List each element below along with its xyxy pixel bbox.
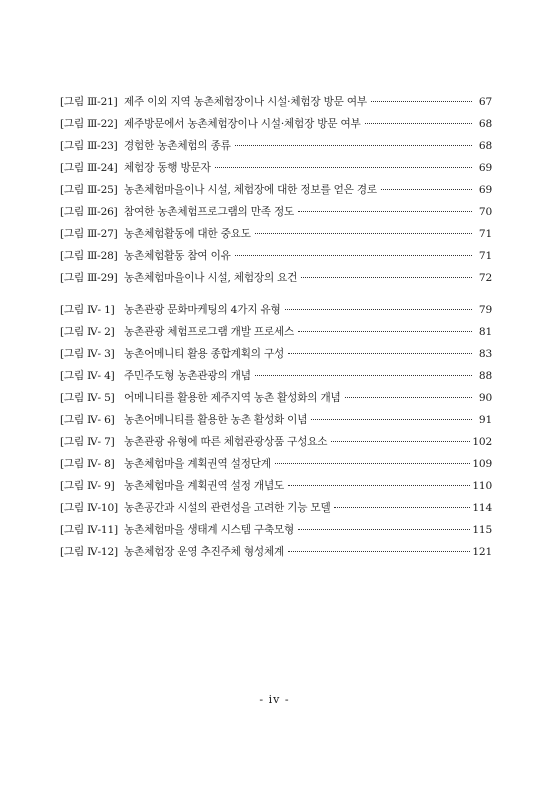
- page-ref: 71: [478, 250, 492, 262]
- page-ref: 83: [478, 348, 492, 360]
- page-ref: 102: [472, 436, 492, 448]
- page-ref: 71: [478, 228, 492, 240]
- toc-entry[interactable]: [60, 135, 492, 157]
- toc-entry[interactable]: [60, 519, 492, 541]
- toc-entry[interactable]: [60, 475, 492, 497]
- figure-group-chapter-4: [60, 299, 492, 563]
- toc-entry[interactable]: [60, 321, 492, 343]
- dot-leader: [381, 188, 472, 190]
- figure-title: 체험장 동행 방문자: [124, 162, 211, 174]
- toc-entry[interactable]: [60, 157, 492, 179]
- toc-entry[interactable]: [60, 453, 492, 475]
- page-ref: 69: [478, 162, 492, 174]
- dot-leader: [255, 232, 472, 234]
- dot-leader: [285, 308, 472, 310]
- toc-entry[interactable]: [60, 299, 492, 321]
- figure-title: 농촌어메니티 활용 종합계획의 구성: [124, 348, 285, 360]
- page-ref: 115: [472, 524, 492, 536]
- figure-label: [그림 Ⅳ- 6]: [60, 414, 115, 426]
- figure-label: [그림 Ⅳ- 4]: [60, 370, 115, 382]
- figure-group-chapter-3: [60, 91, 492, 289]
- figure-title: 농촌관광 체험프로그램 개발 프로세스: [124, 326, 295, 338]
- figure-title: 농촌체험활동 참여 이유: [124, 250, 231, 262]
- figure-label: [그림 Ⅲ-22]: [60, 118, 118, 130]
- figure-label: [그림 Ⅳ-10]: [60, 502, 118, 514]
- page-ref: 79: [478, 304, 492, 316]
- figure-label: [그림 Ⅳ- 3]: [60, 348, 115, 360]
- dot-leader: [288, 550, 470, 552]
- dot-leader: [298, 330, 472, 332]
- figure-title: 농촌체험마을 계획권역 설정단계: [124, 458, 271, 470]
- dot-leader: [331, 440, 470, 442]
- page-ref: 109: [472, 458, 492, 470]
- figure-label: [그림 Ⅲ-23]: [60, 140, 118, 152]
- dot-leader: [275, 462, 471, 464]
- dot-leader: [235, 254, 472, 256]
- figure-title: 어메니티를 활용한 제주지역 농촌 활성화의 개념: [124, 392, 341, 404]
- toc-entry[interactable]: [60, 497, 492, 519]
- toc-entry[interactable]: [60, 541, 492, 563]
- page-ref: 72: [478, 272, 492, 284]
- toc-entry[interactable]: [60, 387, 492, 409]
- figure-label: [그림 Ⅲ-28]: [60, 250, 118, 262]
- page-ref: 110: [472, 480, 492, 492]
- figure-title: 제주 이외 지역 농촌체험장이나 시설·체험장 방문 여부: [124, 96, 367, 108]
- figure-title: 제주방문에서 농촌체험장이나 시설·체험장 방문 여부: [124, 118, 361, 130]
- figure-label: [그림 Ⅳ- 7]: [60, 436, 115, 448]
- figure-title: 농촌체험마을이나 시설, 체험장에 대한 정보를 얻은 경로: [124, 184, 377, 196]
- page-ref: 90: [478, 392, 492, 404]
- page-ref: 68: [478, 140, 492, 152]
- figure-label: [그림 Ⅲ-29]: [60, 272, 118, 284]
- toc-entry[interactable]: [60, 113, 492, 135]
- figure-label: [그림 Ⅳ- 5]: [60, 392, 115, 404]
- dot-leader: [301, 276, 472, 278]
- toc-entry[interactable]: [60, 267, 492, 289]
- dot-leader: [298, 210, 472, 212]
- figure-label: [그림 Ⅳ- 2]: [60, 326, 115, 338]
- toc-entry[interactable]: [60, 409, 492, 431]
- dot-leader: [345, 396, 472, 398]
- figure-title: 농촌체험장 운영 추진주체 형성체계: [124, 546, 285, 558]
- toc-entry[interactable]: [60, 201, 492, 223]
- dot-leader: [215, 166, 472, 168]
- figure-title: 농촌체험마을 생태계 시스템 구축모형: [124, 524, 295, 536]
- page-number: - iv -: [259, 693, 290, 706]
- dot-leader: [298, 528, 470, 530]
- toc-entry[interactable]: [60, 179, 492, 201]
- dot-leader: [371, 100, 472, 102]
- page-ref: 68: [478, 118, 492, 130]
- figure-title: 경험한 농촌체험의 종류: [124, 140, 231, 152]
- dot-leader: [365, 122, 472, 124]
- page-ref: 69: [478, 184, 492, 196]
- figure-title: 참여한 농촌체험프로그램의 만족 정도: [124, 206, 295, 218]
- figure-title: 주민주도형 농촌관광의 개념: [124, 370, 251, 382]
- figure-title: 농촌관광 문화마케팅의 4가지 유형: [124, 304, 281, 316]
- toc-entry[interactable]: [60, 365, 492, 387]
- figure-list: [60, 91, 492, 563]
- toc-entry[interactable]: [60, 431, 492, 453]
- figure-title: 농촌체험마을 계획권역 설정 개념도: [124, 480, 285, 492]
- dot-leader: [288, 484, 470, 486]
- figure-label: [그림 Ⅲ-21]: [60, 96, 118, 108]
- figure-label: [그림 Ⅳ-11]: [60, 524, 118, 536]
- page-ref: 91: [478, 414, 492, 426]
- dot-leader: [235, 144, 472, 146]
- page-ref: 114: [472, 502, 492, 514]
- figure-title: 농촌공간과 시설의 관련성을 고려한 기능 모델: [124, 502, 331, 514]
- figure-title: 농촌관광 유형에 따른 체험관광상품 구성요소: [124, 436, 328, 448]
- figure-label: [그림 Ⅲ-27]: [60, 228, 118, 240]
- page-ref: 121: [472, 546, 492, 558]
- dot-leader: [255, 374, 472, 376]
- figure-title: 농촌체험마을이나 시설, 체험장의 요건: [124, 272, 298, 284]
- page-ref: 67: [478, 96, 492, 108]
- dot-leader: [288, 352, 472, 354]
- figure-label: [그림 Ⅲ-24]: [60, 162, 118, 174]
- figure-label: [그림 Ⅳ- 8]: [60, 458, 115, 470]
- toc-entry[interactable]: [60, 91, 492, 113]
- page-ref: 70: [478, 206, 492, 218]
- figure-label: [그림 Ⅳ- 9]: [60, 480, 115, 492]
- figure-label: [그림 Ⅳ- 1]: [60, 304, 115, 316]
- toc-entry[interactable]: [60, 245, 492, 267]
- figure-title: 농촌어메니티를 활용한 농촌 활성화 이념: [124, 414, 308, 426]
- toc-entry[interactable]: [60, 223, 492, 245]
- figure-title: 농촌체험활동에 대한 중요도: [124, 228, 251, 240]
- figure-label: [그림 Ⅳ-12]: [60, 546, 118, 558]
- figure-label: [그림 Ⅲ-25]: [60, 184, 118, 196]
- page-ref: 88: [478, 370, 492, 382]
- toc-entry[interactable]: [60, 343, 492, 365]
- page-ref: 81: [478, 326, 492, 338]
- dot-leader: [334, 506, 470, 508]
- figure-label: [그림 Ⅲ-26]: [60, 206, 118, 218]
- dot-leader: [311, 418, 472, 420]
